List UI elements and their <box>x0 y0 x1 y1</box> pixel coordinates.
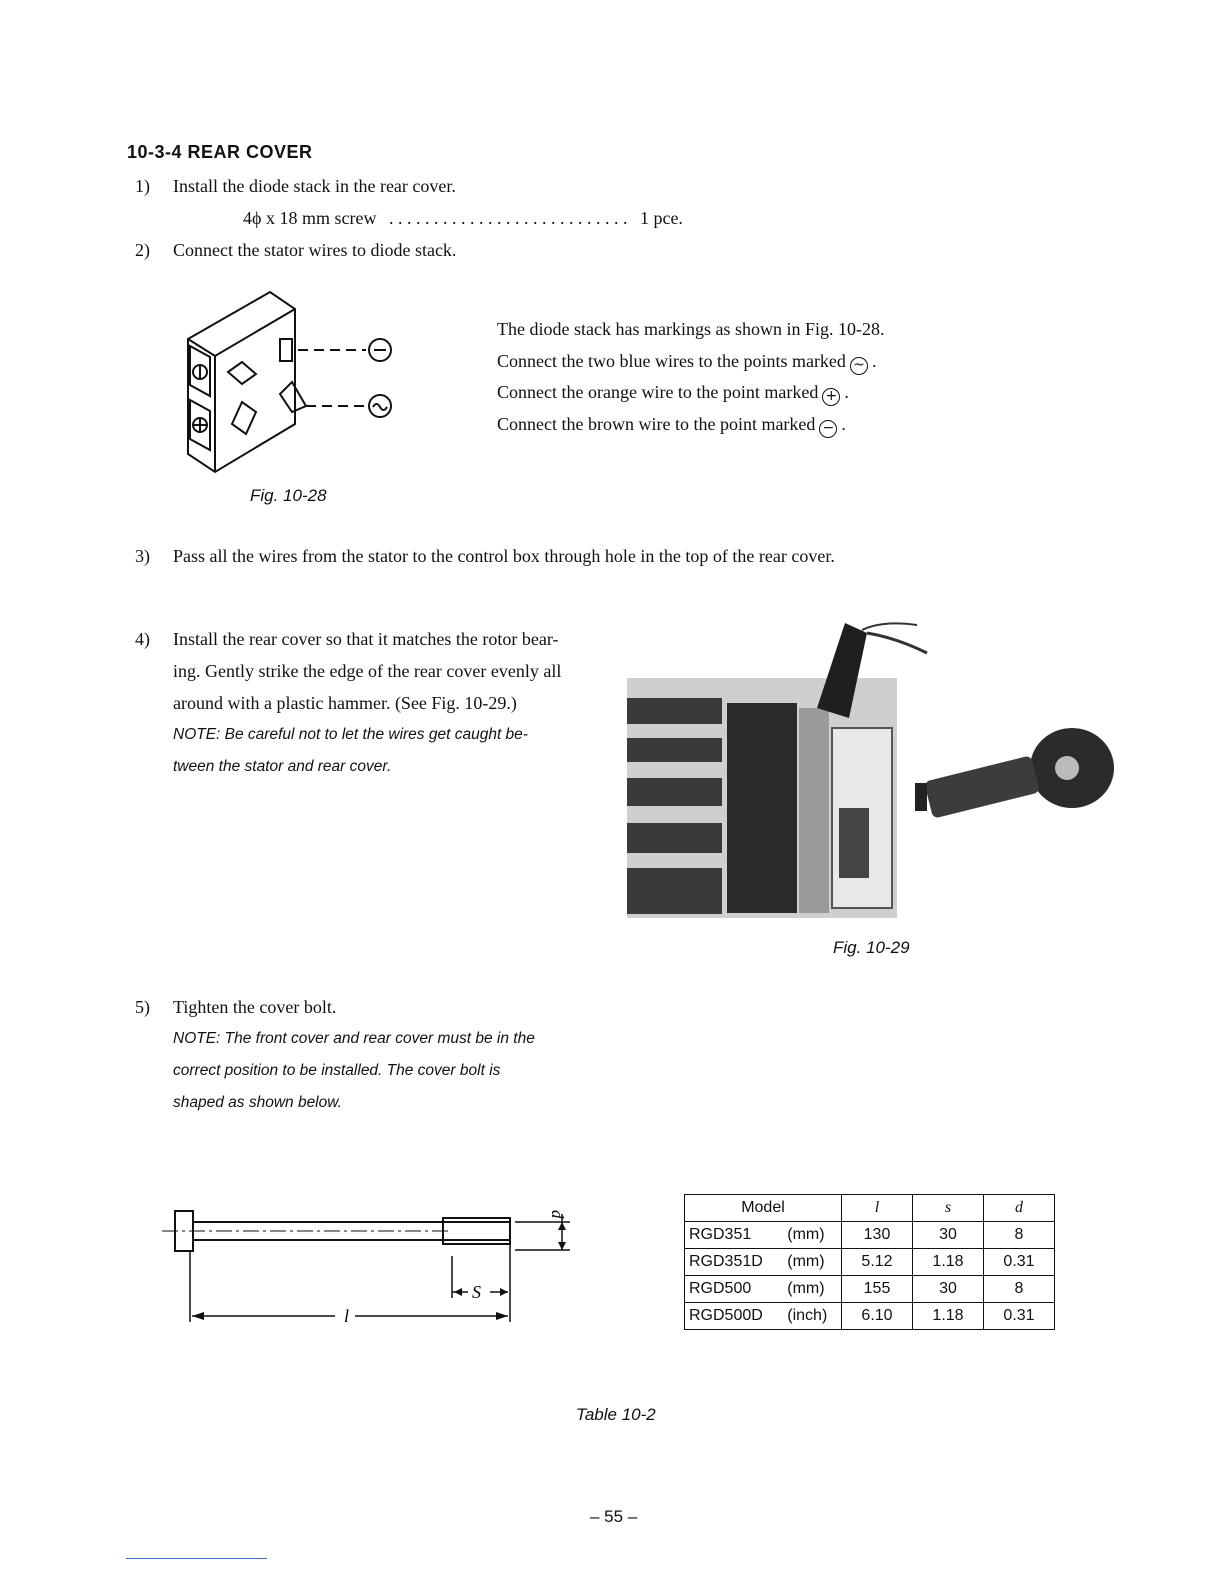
header-l: l <box>842 1195 913 1222</box>
step-2-text: Connect the stator wires to diode stack. <box>173 240 457 260</box>
minus-symbol: − <box>819 420 837 438</box>
footer-rule <box>126 1558 267 1559</box>
bolt-diameter-label: d <box>548 1210 567 1219</box>
step-4-note-2: tween the stator and rear cover. <box>173 758 392 775</box>
step-4-line-1: Install the rear cover so that it matches the rotor bear- <box>173 629 559 649</box>
screw-spec-leader: . . . . . . . . . . . . . . . . . . . . . . . . . . . <box>388 208 628 228</box>
step-5-text: Tighten the cover bolt. <box>173 997 337 1017</box>
rear-cover-photo <box>627 618 1117 920</box>
screw-spec-qty: 1 pce. <box>639 208 683 228</box>
step-5-note-2: correct position to be installed. The cover bolt is <box>173 1062 501 1079</box>
step-3: 3) Pass all the wires from the stator to the control box through hole in the top of the rear cover. <box>135 546 835 566</box>
step-3-text: Pass all the wires from the stator to the control box through hole in the top of the rear cover. <box>173 546 835 566</box>
step-2: 2) Connect the stator wires to diode stack. <box>135 240 457 260</box>
header-s: s <box>913 1195 984 1222</box>
diode-instructions <box>497 314 957 440</box>
step-4-line-2: ing. Gently strike the edge of the rear cover evenly all <box>173 661 562 681</box>
screw-spec-item: 4ϕ x 18 mm screw <box>243 208 377 228</box>
fig-10-29-caption: Fig. 10-29 <box>833 938 910 957</box>
table-row: RGD500 (mm) 155 30 8 <box>685 1276 1055 1303</box>
table-row: RGD351D (mm) 5.12 1.18 0.31 <box>685 1249 1055 1276</box>
diode-stack-figure <box>180 284 420 484</box>
bolt-spec-table <box>684 1194 1055 1330</box>
step-4: 4) Install the rear cover so that it matches the rotor bear- ing. Gently strike the edge of the rear cover evenly all around with a plastic hammer. (See Fig. 10-29.) NOTE: Be careful not to let the wires get caught be- tween the stator and rear cover. <box>173 623 613 783</box>
plus-symbol: + <box>822 388 840 406</box>
table-row: RGD351 (mm) 130 30 8 <box>685 1222 1055 1249</box>
header-d: d <box>984 1195 1055 1222</box>
fig-10-28-caption: Fig. 10-28 <box>250 486 327 505</box>
diode-text-line-2: Connect the two blue wires to the points marked ~ . <box>497 350 877 373</box>
cover-bolt-drawing <box>160 1186 580 1336</box>
bolt-thread-label: S <box>472 1282 481 1302</box>
step-1: 1) Install the diode stack in the rear cover. <box>135 176 456 196</box>
table-header-row <box>685 1195 1055 1222</box>
ac-symbol: ~ <box>850 357 868 375</box>
step-4-note-1: NOTE: Be careful not to let the wires get caught be- <box>173 726 528 743</box>
step-5: 5) Tighten the cover bolt. NOTE: The front cover and rear cover must be in the correct position to be installed. The cover bolt is shaped as shown below. <box>173 991 613 1119</box>
step-4-line-3: around with a plastic hammer. (See Fig. 10-29.) <box>173 693 517 713</box>
diode-text-line-1: The diode stack has markings as shown in Fig. 10-28. <box>497 319 885 339</box>
diode-text-line-3: Connect the orange wire to the point marked + . <box>497 382 849 404</box>
page-number: – 55 – <box>590 1507 638 1526</box>
step-5-note-3: shaped as shown below. <box>173 1094 342 1111</box>
bolt-length-label: l <box>344 1306 350 1326</box>
table-row: RGD500D (inch) 6.10 1.18 0.31 <box>685 1303 1055 1330</box>
table-10-2-caption: Table 10-2 <box>576 1405 656 1424</box>
diode-text-line-4: Connect the brown wire to the point marked − . <box>497 413 846 436</box>
step-5-note-1: NOTE: The front cover and rear cover must be in the <box>173 1030 535 1047</box>
screw-spec <box>243 202 803 234</box>
header-model: Model <box>685 1195 842 1222</box>
step-1-text: Install the diode stack in the rear cover. <box>173 176 456 196</box>
section-heading: 10-3-4 REAR COVER <box>127 142 313 162</box>
